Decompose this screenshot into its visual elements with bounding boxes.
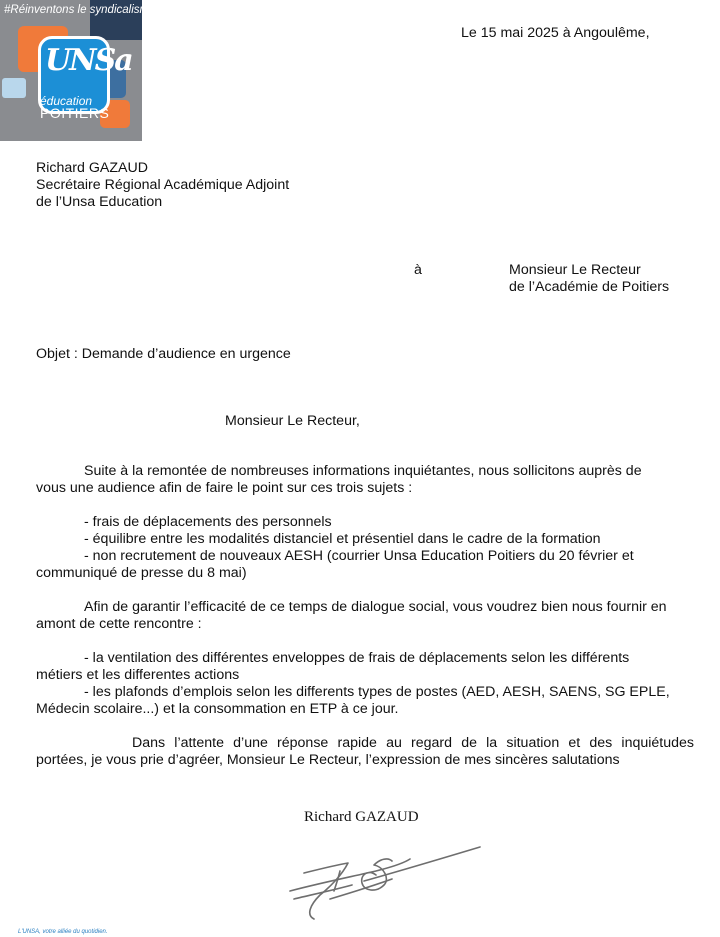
bullet-aesh-line2: communiqué de presse du 8 mai) [36,565,247,581]
request-plafonds-line1: - les plafonds d’emplois selon les differents types de postes (AED, AESH, SAENS, SG EPLE, [84,684,670,700]
closing-line1: Dans l’attente d’une réponse rapide au regard de la situation et des inquiétudes [132,735,694,751]
signature-name: Richard GAZAUD [304,809,419,825]
paragraph1-line1: Suite à la remontée de nombreuses informations inquiétantes, nous sollicitons auprès de [84,463,642,479]
logo-region: POITIERS [40,105,110,121]
request-plafonds-line2: Médecin scolaire...) et la consommation en ETP à ce jour. [36,701,399,717]
logo-education: éducation [40,94,93,108]
sender-name: Richard GAZAUD [36,160,148,176]
bullet-equilibre: - équilibre entre les modalités distanciel et présentiel dans le cadre de la formation [84,531,601,547]
sender-org: de l’Unsa Education [36,194,163,210]
request-ventilation-line2: métiers et les differentes actions [36,667,240,683]
salutation: Monsieur Le Recteur, [225,413,360,429]
paragraph1-line2: vous une audience afin de faire le point sur ces trois sujets : [36,480,413,496]
recipient-line2: de l’Académie de Poitiers [509,279,670,295]
bullet-frais: - frais de déplacements des personnels [84,514,332,530]
paragraph2-line2: amont de cette rencontre : [36,616,202,632]
recipient-to: à [414,262,422,278]
logo-light-block [2,78,26,98]
closing-line2: portées, je vous prie d’agréer, Monsieur Le Recteur, l’expression de mes sincères salutations [36,752,620,768]
bullet-aesh-line1: - non recrutement de nouveaux AESH (courrier Unsa Education Poitiers du 20 février et [84,548,634,564]
recipient-line1: Monsieur Le Recteur [509,262,641,278]
logo-mark-text: UNSa [45,43,132,78]
sender-title: Secrétaire Régional Académique Adjoint [36,177,290,193]
paragraph2-line1: Afin de garantir l’efficacité de ce temps de dialogue social, vous voudrez bien nous fournir en [84,599,667,615]
unsa-logo: #Réinventons le syndicalisme UNSa éducation POITIERS L'UNSA, votre alliée du quotidien. [0,0,142,141]
subject-line: Objet : Demande d’audience en urgence [36,346,291,362]
logo-tagline: #Réinventons le syndicalisme [4,4,156,16]
date-line: Le 15 mai 2025 à Angoulême, [461,25,650,41]
request-ventilation-line1: - la ventilation des différentes enveloppes de frais de déplacements selon les différents [84,650,630,666]
handwritten-signature [280,835,490,935]
